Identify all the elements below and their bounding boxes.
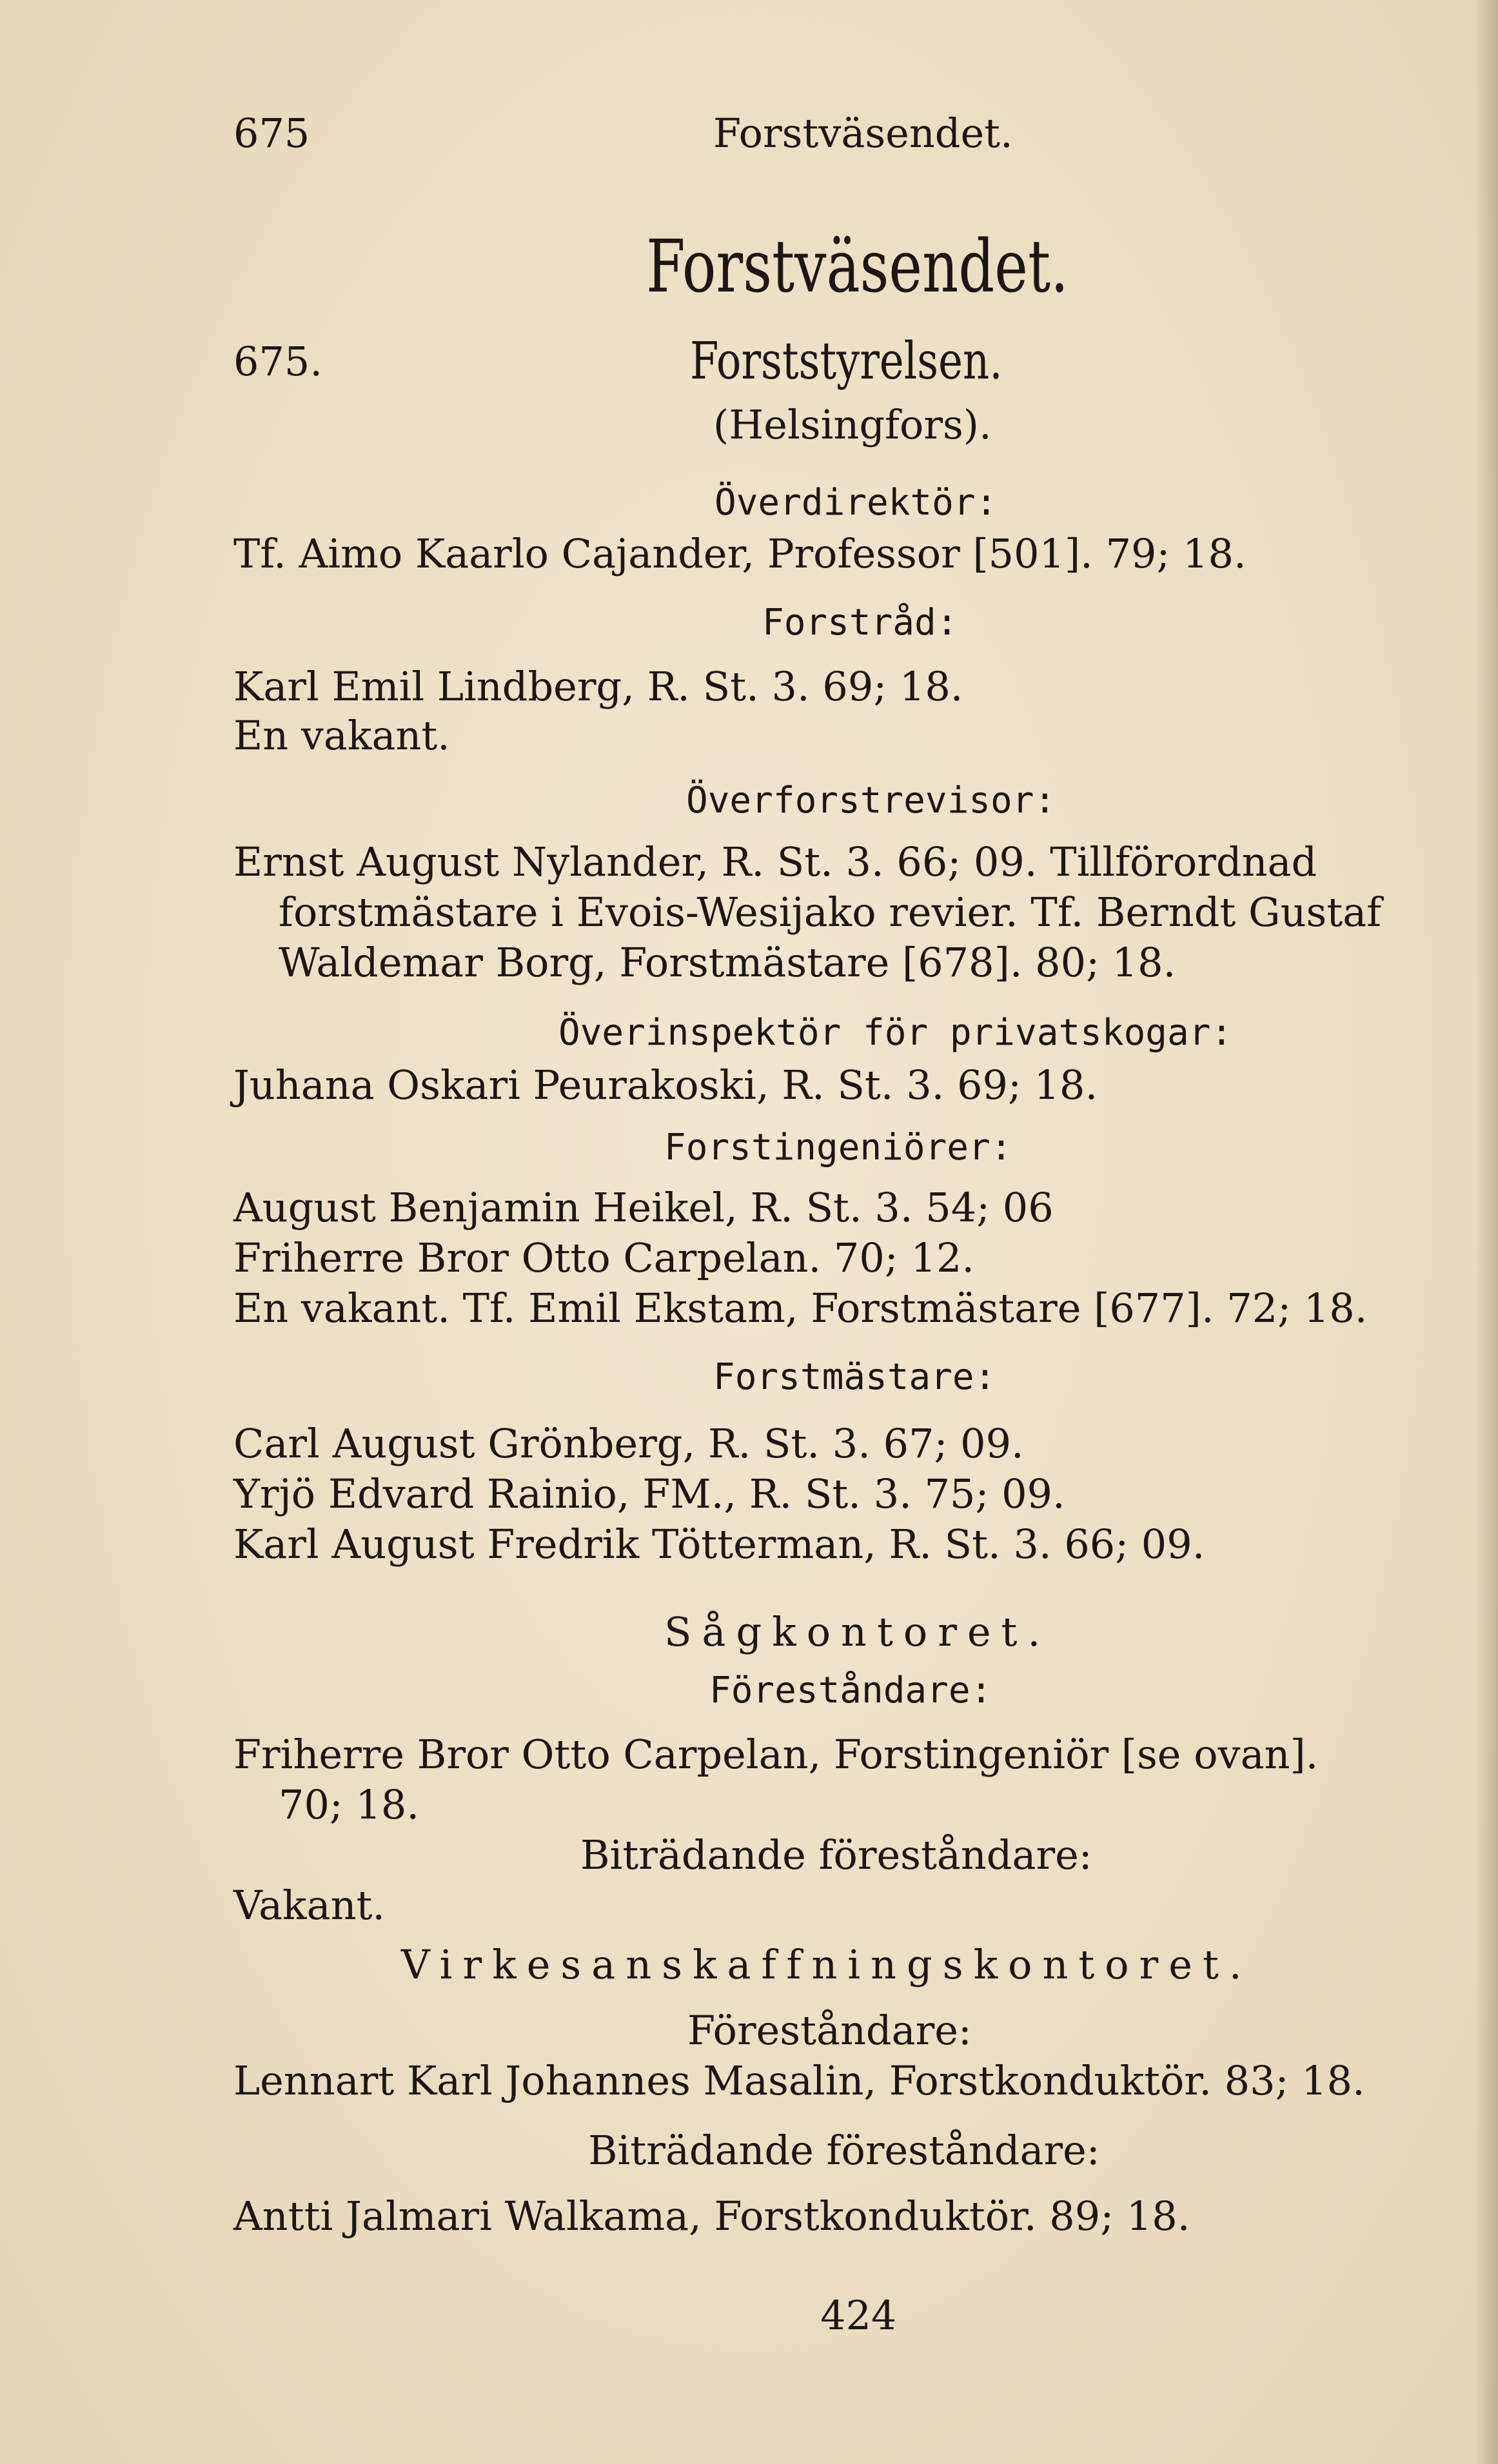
heading-forstrad: Forstråd: <box>762 602 958 644</box>
text-line: Carl August Grönberg, R. St. 3. 67; 09. <box>233 1420 1024 1467</box>
text-line: Waldemar Borg, Forstmästare [678]. 80; 18. <box>279 939 1176 986</box>
header-running-title: Forstväsendet. <box>713 110 1013 157</box>
text-line: En vakant. Tf. Emil Ekstam, Forstmästare [677]. 72; 18. <box>233 1285 1368 1332</box>
text-line: Friherre Bror Otto Carpelan, Forstingeniör [se ovan]. <box>233 1731 1319 1778</box>
heading-virkesanskaffningskontoret: Virkesanskaffningskontoret. <box>401 1941 1252 1988</box>
heading-forestandare: Föreståndare: <box>709 1670 992 1711</box>
header-page-number: 675 <box>233 110 310 157</box>
text-line: Yrjö Edvard Rainio, FM., R. St. 3. 75; 09. <box>233 1470 1065 1517</box>
heading-forstingeniorer: Forstingeniörer: <box>664 1127 1012 1168</box>
signature-number: 424 <box>820 2292 897 2339</box>
heading-bitradande: Biträdande föreståndare: <box>580 1831 1092 1878</box>
section-title: Forststyrelsen. <box>690 331 1003 391</box>
text-line: Lennart Karl Johannes Masalin, Forstkonduktör. 83; 18. <box>233 2057 1365 2104</box>
section-location: (Helsingfors). <box>713 401 992 448</box>
heading-forestandare: Föreståndare: <box>687 2007 972 2054</box>
heading-sagkontoret: Sågkontoret. <box>664 1608 1051 1655</box>
text-line: Antti Jalmari Walkama, Forstkonduktör. 89; 18. <box>233 2193 1190 2240</box>
text-line: En vakant. <box>233 712 450 759</box>
section-number: 675. <box>233 338 323 385</box>
heading-overinspektor: Överinspektör för privatskogar: <box>558 1012 1233 1054</box>
text-line: Friherre Bror Otto Carpelan. 70; 12. <box>233 1234 974 1281</box>
text-line: forstmästare i Evois-Wesijako revier. Tf. Berndt Gustaf <box>279 889 1382 936</box>
heading-overdirektor: Överdirektör: <box>715 482 998 524</box>
page-edge-shadow <box>1475 0 1498 2464</box>
text-line: Karl August Fredrik Tötterman, R. St. 3. 66; 09. <box>233 1521 1205 1568</box>
heading-forstmastare: Forstmästare: <box>713 1356 996 1398</box>
text-line: Juhana Oskari Peurakoski, R. St. 3. 69; 18. <box>233 1061 1098 1109</box>
text-line: Vakant. <box>233 1882 386 1929</box>
text-line: 70; 18. <box>279 1781 420 1828</box>
heading-bitradande: Biträdande föreståndare: <box>588 2127 1100 2174</box>
text-line: Ernst August Nylander, R. St. 3. 66; 09. Tillförordnad <box>233 838 1317 885</box>
heading-overforstrevisor: Överforstrevisor: <box>686 780 1056 822</box>
text-line: August Benjamin Heikel, R. St. 3. 54; 06 <box>233 1184 1054 1231</box>
text-line: Karl Emil Lindberg, R. St. 3. 69; 18. <box>233 663 963 710</box>
text-line: Tf. Aimo Kaarlo Cajander, Professor [501]. 79; 18. <box>233 530 1247 577</box>
page-title: Forstväsendet. <box>646 225 1069 309</box>
